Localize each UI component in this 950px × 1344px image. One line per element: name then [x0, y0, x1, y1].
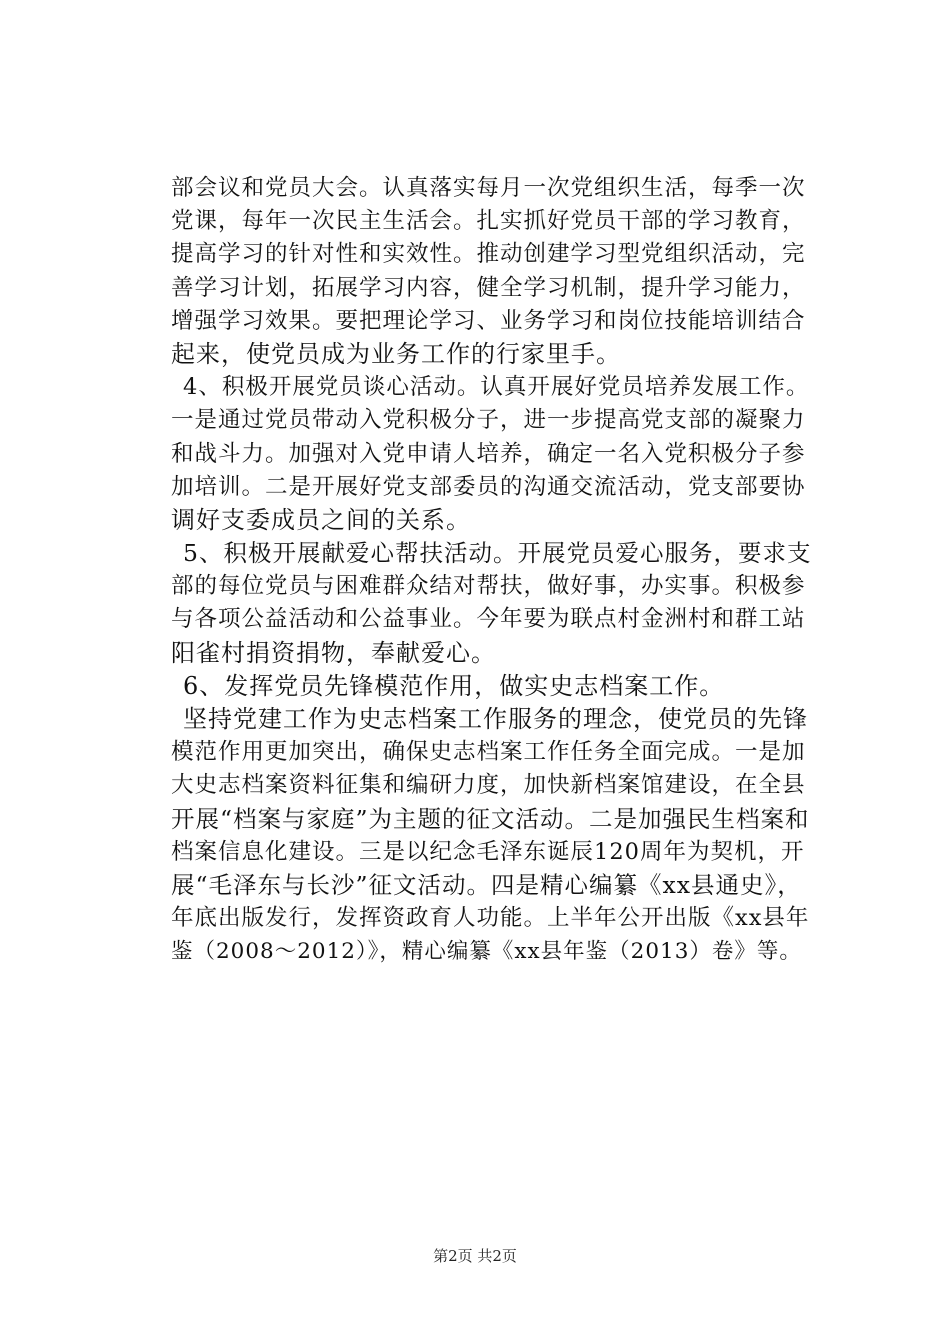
document-body	[171, 172, 812, 969]
text-line: 提高学习的针对性和实效性。推动创建学习型党组织活动，完	[171, 241, 806, 268]
page-footer: 第2页 共2页	[433, 1247, 517, 1265]
text-line: 模范作用更加突出，确保史志档案工作任务全面完成。一是加	[171, 739, 806, 766]
text-line: 党课，每年一次民主生活会。扎实抓好党员干部的学习教育，	[171, 208, 806, 235]
text-line: 加培训。二是开展好党支部委员的沟通交流活动，党支部要协	[171, 473, 806, 500]
text-line: 年底出版发行，发挥资政育人功能。上半年公开出版《xx县年	[171, 905, 810, 932]
text-line: 鉴（2008～2012）》，精心编纂《xx县年鉴（2013）卷》等。	[171, 939, 802, 965]
text-line: 6、发挥党员先锋模范作用，做实史志档案工作。	[183, 671, 725, 700]
text-line: 档案信息化建设。三是以纪念毛泽东诞辰120周年为契机，开	[171, 838, 805, 865]
text-line: 和战斗力。加强对入党申请人培养，确定一名入党积极分子参	[171, 440, 806, 467]
text-line: 展“毛泽东与长沙”征文活动。四是精心编纂《xx县通史》，	[171, 870, 802, 899]
text-line: 与各项公益活动和公益事业。今年要为联点村金洲村和群工站	[171, 606, 806, 633]
text-line: 阳雀村捐资捐物，奉献爱心。	[171, 638, 496, 667]
text-line: 5、积极开展献爱心帮扶活动。开展党员爱心服务，要求支	[183, 539, 812, 568]
text-line: 调好支委成员之间的关系。	[171, 505, 471, 534]
text-line: 部的每位党员与困难群众结对帮扶，做好事，办实事。积极参	[171, 573, 806, 600]
text-line: 部会议和党员大会。认真落实每月一次党组织生活，每季一次	[171, 175, 806, 201]
text-line: 一是通过党员带动入党积极分子，进一步提高党支部的凝聚力	[171, 407, 806, 434]
text-line: 起来，使党员成为业务工作的行家里手。	[171, 339, 621, 368]
text-line: 坚持党建工作为史志档案工作服务的理念，使党员的先锋	[183, 705, 808, 733]
text-line: 4、积极开展党员谈心活动。认真开展好党员培养发展工作。	[183, 374, 810, 401]
text-line: 大史志档案资料征集和编研力度，加快新档案馆建设，在全县	[171, 772, 806, 799]
text-line: 开展“档案与家庭”为主题的征文活动。二是加强民生档案和	[171, 804, 810, 833]
text-line: 善学习计划，拓展学习内容，健全学习机制，提升学习能力，	[171, 274, 806, 301]
text-line: 增强学习效果。要把理论学习、业务学习和岗位技能培训结合	[171, 307, 806, 334]
